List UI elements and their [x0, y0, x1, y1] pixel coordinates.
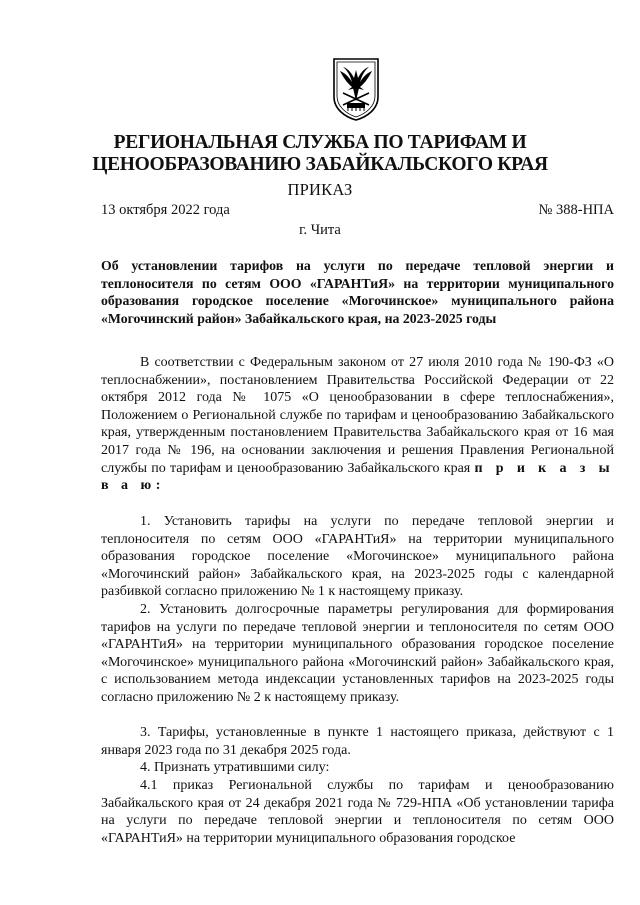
decree-word: п р и к а з ы в а ю:	[101, 460, 614, 494]
order-number: № 388-НПА	[538, 202, 614, 218]
document-type: ПРИКАЗ	[287, 180, 353, 199]
order-item-4-1	[101, 777, 614, 847]
order-item-2-text: 2. Установить долгосрочные параметры регулирования для формирования тарифов на услуги по передаче тепловой энергии и теплоносителя по сетям ООО «ГАРАНТиЯ» на территории муниципального образования городское поселение «Могочинское» муниципального района «Могочинский район» Забайкальского края, с использованием метода индексации установленных тарифов на 2023-2025 годы согласно приложению № 2 к настоящему приказу.	[101, 602, 614, 705]
preamble-paragraph	[101, 354, 614, 495]
coat-of-arms-emblem	[331, 57, 381, 121]
organization-title-line-1: РЕГИОНАЛЬНАЯ СЛУЖБА ПО ТАРИФАМ И	[113, 132, 527, 153]
order-item-2	[101, 601, 614, 707]
order-item-1-text: 1. Установить тарифы на услуги по передаче тепловой энергии и теплоносителя по сетям ООО «ГАРАНТиЯ» на территории муниципального образования городское поселение «Могочинское» муниципального района «Могочинский район» Забайкальского края, на 2023-2025 годы с календарной разбивкой согласно приложению № 1 к настоящему приказу.	[101, 514, 614, 600]
organization-title	[90, 132, 550, 176]
document-title: Об установлении тарифов на услуги по передаче тепловой энергии и теплоносителя по сетям ООО «ГАРАНТиЯ» на территории муниципального образования городское поселение «Могочинское» муниципального района «Могочинский район» Забайкальского края, на 2023-2025 годы	[101, 258, 614, 326]
order-item-4-1-text: 4.1 приказ Региональной службы по тарифам и ценообразованию Забайкальского края от 24 декабря 2021 года № 729-НПА «Об установлении тарифа на услуги по передаче тепловой энергии и теплоносителя по сетям ООО «ГАРАНТиЯ» на территории муниципального образования городское	[101, 778, 614, 846]
organization-title-line-2: ЦЕНООБРАЗОВАНИЮ ЗАБАЙКАЛЬСКОГО КРАЯ	[92, 154, 548, 175]
order-date: 13 октября 2022 года	[101, 202, 230, 218]
preamble-text: В соответствии с Федеральным законом от 27 июля 2010 года № 190-ФЗ «О теплоснабжении», постановлением Правительства Российской Федерации от 22 октября 2012 года № 1075 «О ценообразовании в сфере теплоснабжения», Положением о Региональной службе по тарифам и ценообразованию Забайкальского края, утвержденным постановлением Правительства Забайкальского края от 16 мая 2017 года № 196, на основании заключения и решения Правления Региональной службы по тарифам и ценообразованию Забайкальского края	[101, 355, 614, 476]
order-item-3-text: 3. Тарифы, установленные в пункте 1 настоящего приказа, действуют с 1 января 2023 года по 31 декабря 2025 года.	[101, 725, 614, 758]
order-city: г. Чита	[299, 222, 341, 238]
order-item-4-text: 4. Признать утратившими силу:	[140, 760, 330, 775]
order-item-3	[101, 724, 614, 759]
order-item-1	[101, 513, 614, 601]
order-item-4	[101, 759, 614, 777]
coat-of-arms-icon	[331, 57, 381, 121]
